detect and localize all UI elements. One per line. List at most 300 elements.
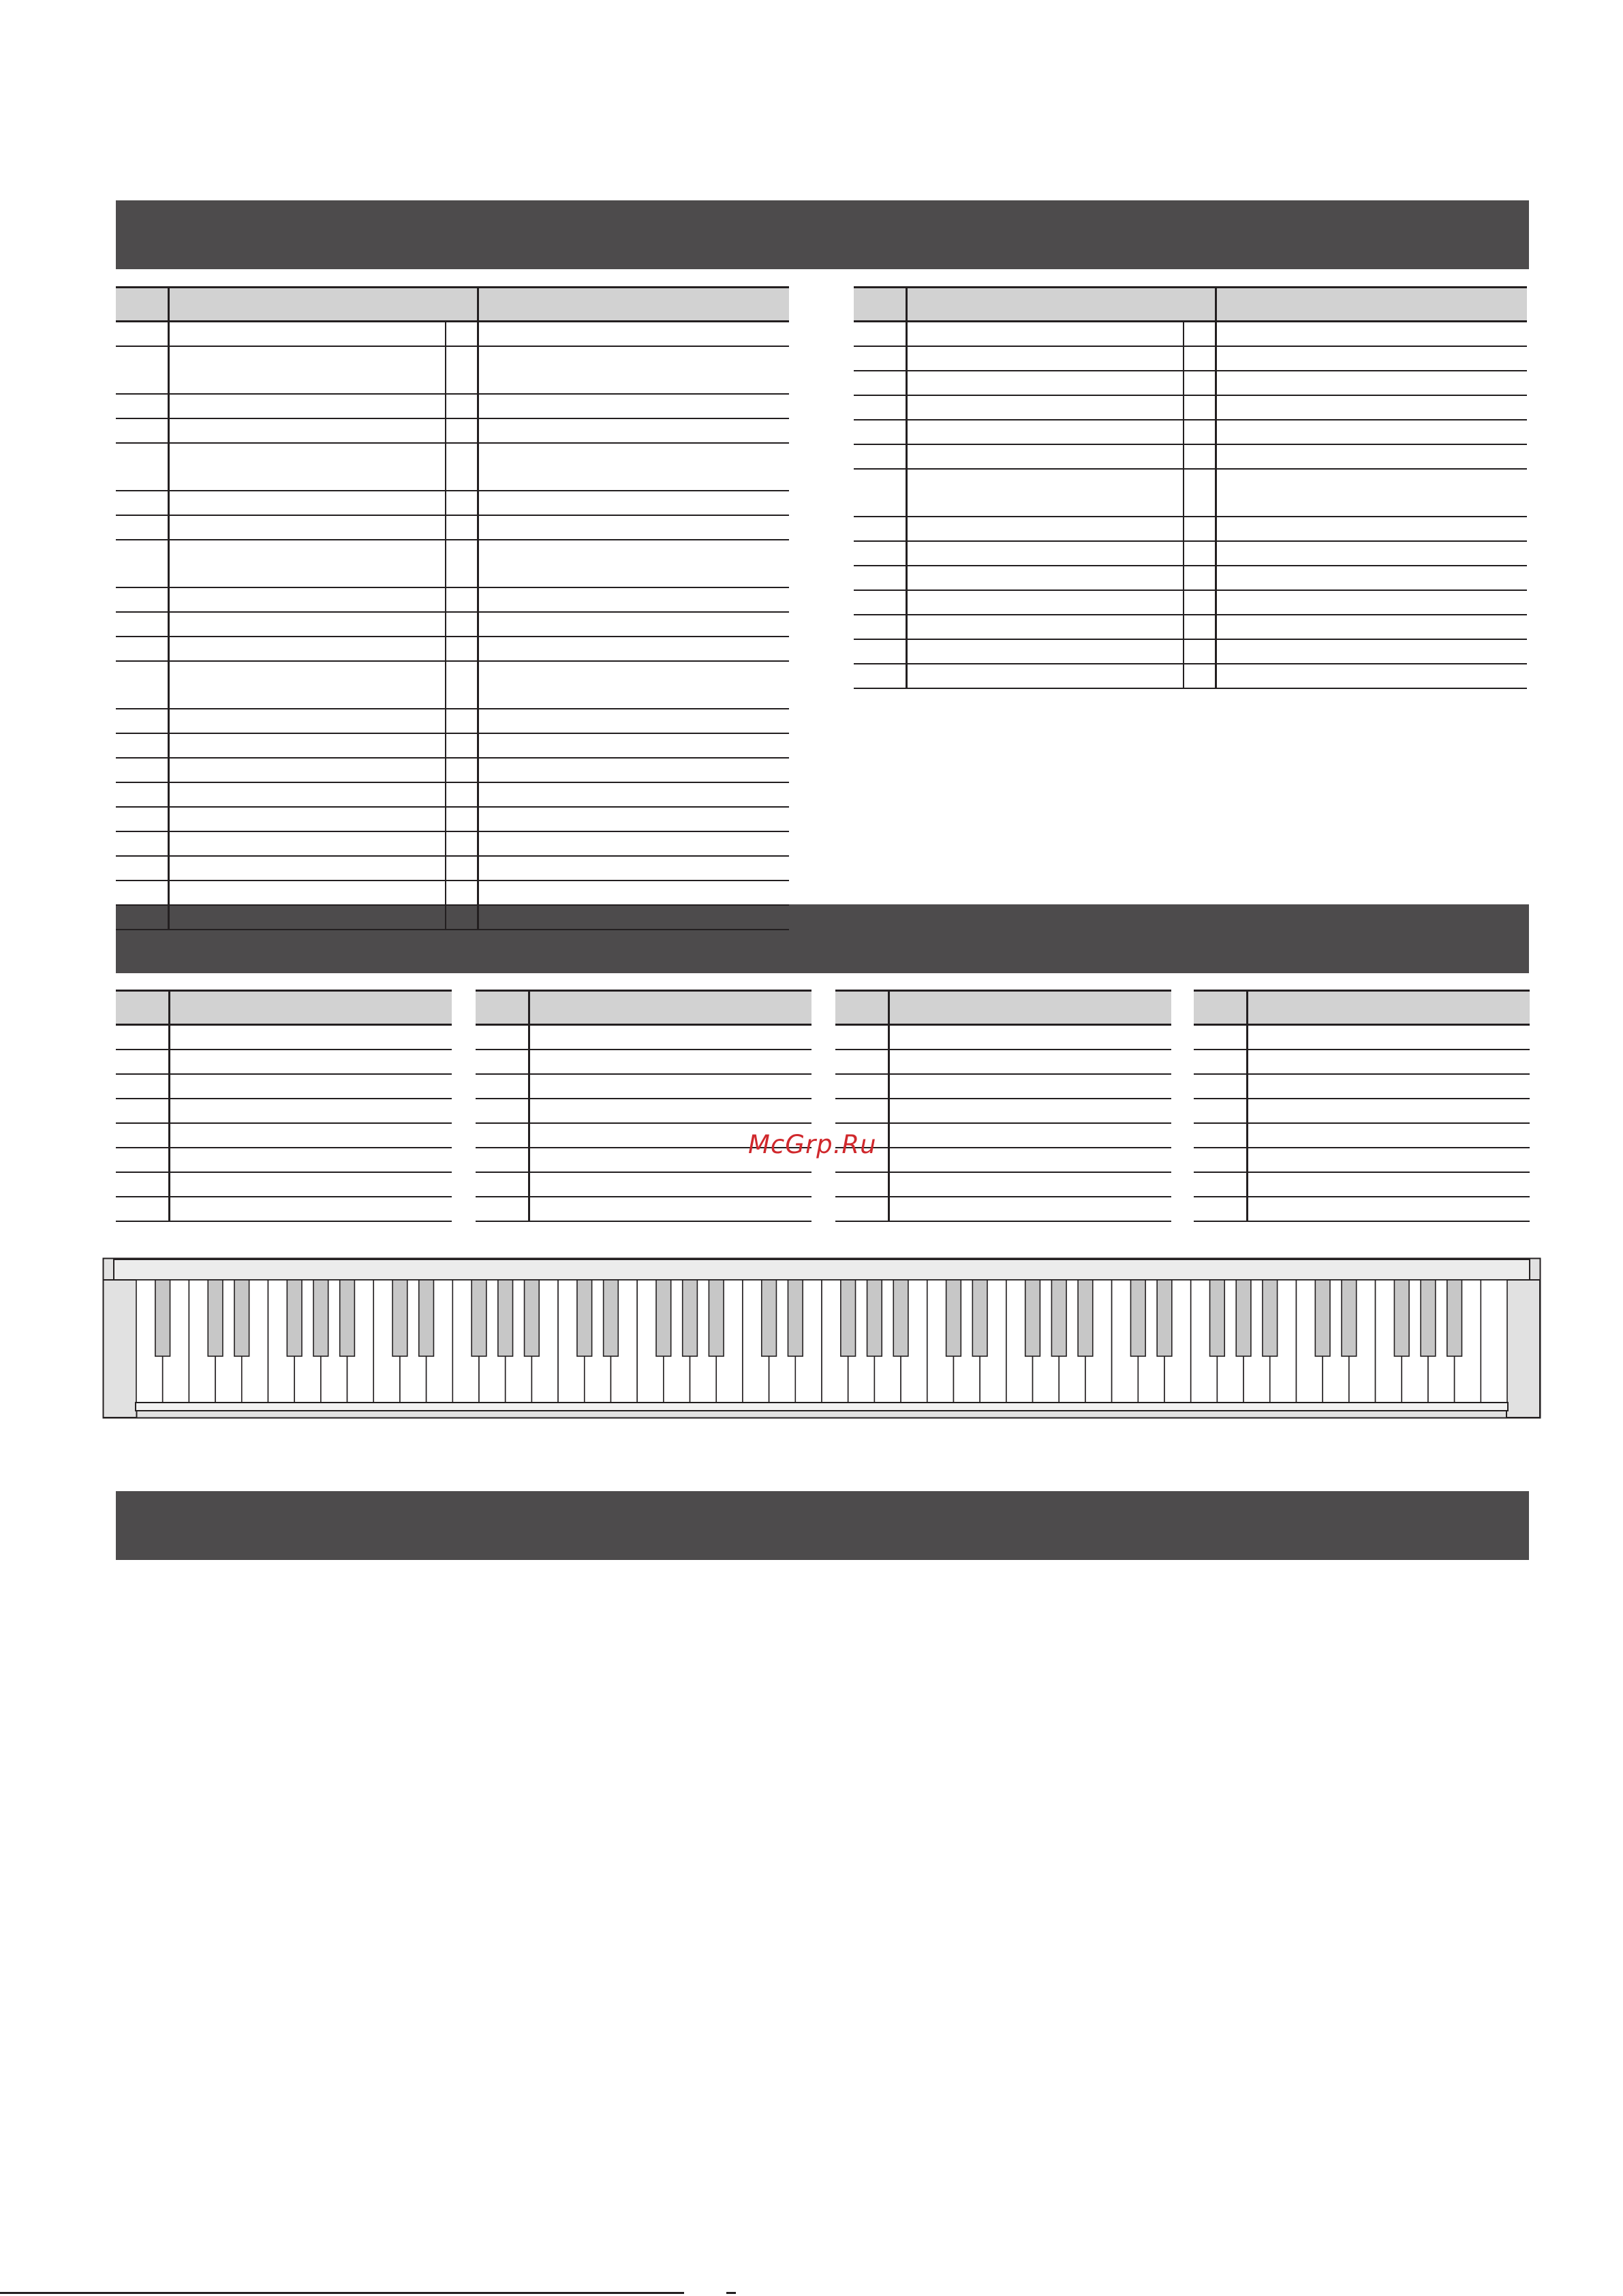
table-row [476,1172,812,1197]
black-key [419,1280,434,1356]
table-cell [906,590,1184,615]
header-cell [854,288,906,322]
table-row [116,1197,452,1221]
table-cell [116,515,168,540]
table-cell [854,541,906,566]
tone-list-table-right [854,286,1527,689]
table-cell [446,587,478,612]
table-row [116,782,789,807]
table-cell [116,491,168,515]
table-cell [529,1099,812,1123]
table-cell [168,733,446,758]
table-cell [906,469,1184,517]
black-key [340,1280,355,1356]
black-key [1394,1280,1409,1356]
black-key [841,1280,856,1356]
table-row [116,587,789,612]
table-cell [1247,1197,1530,1221]
table-cell [446,394,478,418]
table-cell [888,1148,1171,1172]
table-cell [168,394,446,418]
black-key [287,1280,302,1356]
white-key-c [1481,1280,1507,1403]
table-cell [1194,1172,1247,1197]
table-cell [446,733,478,758]
table-cell [478,418,789,443]
section-banner-bottom [116,1491,1529,1560]
black-key [313,1280,328,1356]
table-cell [116,758,168,782]
table-row [116,612,789,637]
table-cell [168,661,446,709]
table-cell [478,733,789,758]
table-cell [446,905,478,930]
table-row [835,1025,1171,1050]
table-cell [446,322,478,347]
table-cell [1247,1074,1530,1099]
table-row [854,420,1527,444]
table-row [476,1099,812,1123]
table-cell [1194,1025,1247,1050]
table-row [1194,1172,1530,1197]
table-row [116,322,789,347]
black-key [946,1280,961,1356]
table-cell [446,881,478,905]
table-row [854,664,1527,688]
black-key [1447,1280,1462,1356]
right-cheek [1506,1280,1540,1418]
table-cell [1247,1099,1530,1123]
header-cell [1216,288,1527,322]
table-row [116,1123,452,1148]
table-cell [1216,590,1527,615]
table-cell [116,1123,169,1148]
table-cell [888,1099,1171,1123]
table-cell [1184,639,1216,664]
table-cell [168,491,446,515]
black-key [1025,1280,1040,1356]
black-key [867,1280,882,1356]
table-cell [169,1099,452,1123]
table-cell [529,1172,812,1197]
left-cheek [104,1280,137,1418]
table-cell [854,664,906,688]
table-cell [478,443,789,491]
table-cell [169,1025,452,1050]
table-cell [1247,1148,1530,1172]
table-cell [168,587,446,612]
black-key [683,1280,698,1356]
table-cell [906,444,1184,469]
table-row [116,1025,452,1050]
table-row [116,758,789,782]
table-row [116,1172,452,1197]
table-cell [476,1025,529,1050]
black-key [472,1280,486,1356]
table-cell [169,1050,452,1074]
table-cell [1216,444,1527,469]
table-cell [1216,346,1527,371]
table-cell [1184,541,1216,566]
table-row [854,639,1527,664]
table-row [116,905,789,930]
black-key [656,1280,671,1356]
table-cell [168,346,446,394]
table-cell [116,346,168,394]
table-cell [116,612,168,637]
table-row [116,418,789,443]
table-cell [1184,664,1216,688]
table-row [854,590,1527,615]
table-cell [906,615,1184,639]
table-cell [478,831,789,856]
table-cell [888,1123,1171,1148]
table-cell [116,1025,169,1050]
table-row [854,469,1527,517]
table-cell [854,590,906,615]
table-cell [888,1197,1171,1221]
table-cell [478,515,789,540]
table-cell [446,661,478,709]
table-cell [116,1172,169,1197]
table-row [116,733,789,758]
table-row [854,444,1527,469]
table-row [1194,1025,1530,1050]
black-key [498,1280,513,1356]
table-cell [835,1074,888,1099]
table-cell [478,540,789,587]
header-cell [529,991,812,1025]
table-cell [446,856,478,881]
table-cell [116,733,168,758]
table-cell [446,807,478,831]
table-cell [478,661,789,709]
table-cell [168,540,446,587]
table-cell [906,322,1184,347]
table-row [835,1197,1171,1221]
header-cell [1194,991,1247,1025]
table-cell [888,1050,1171,1074]
table-cell [854,615,906,639]
header-cell [478,288,789,322]
watermark: McGrp.Ru [748,1130,877,1159]
table-cell [1216,541,1527,566]
black-key [1263,1280,1278,1356]
table-cell [478,881,789,905]
table-cell [478,758,789,782]
table-row [854,322,1527,347]
table-cell [169,1074,452,1099]
table-cell [446,418,478,443]
table-cell [116,1148,169,1172]
table-cell [116,709,168,733]
table-row [1194,1197,1530,1221]
drum-table-3 [835,990,1171,1222]
table-row [476,1025,812,1050]
table-cell [1194,1197,1247,1221]
table-cell [906,541,1184,566]
table-cell [116,443,168,491]
table-cell [168,856,446,881]
table-cell [854,566,906,590]
table-cell [835,1197,888,1221]
table-row [116,637,789,661]
table-row [116,881,789,905]
table-cell [1184,517,1216,541]
header-cell [1247,991,1530,1025]
table-row [116,540,789,587]
table-cell [476,1099,529,1123]
black-key [577,1280,592,1356]
table-cell [446,637,478,661]
table-cell [906,346,1184,371]
table-cell [476,1197,529,1221]
table-cell [1194,1074,1247,1099]
table-cell [169,1172,452,1197]
black-key [155,1280,170,1356]
black-key [208,1280,223,1356]
table-cell [1216,322,1527,347]
table-cell [446,782,478,807]
table-cell [116,1074,169,1099]
table-cell [529,1197,812,1221]
black-key [392,1280,407,1356]
table-row [835,1148,1171,1172]
black-key [1342,1280,1357,1356]
table-cell [906,566,1184,590]
black-key [1421,1280,1436,1356]
table-row [835,1050,1171,1074]
table-row [1194,1148,1530,1172]
table-cell [116,807,168,831]
table-cell [168,807,446,831]
table-cell [1216,395,1527,420]
table-cell [446,491,478,515]
table-cell [854,322,906,347]
table-cell [478,322,789,347]
table-row [854,566,1527,590]
keyboard-top-rail [114,1259,1530,1280]
table-cell [529,1025,812,1050]
table-row [854,615,1527,639]
table-cell [478,587,789,612]
table-cell [446,831,478,856]
black-key [1315,1280,1330,1356]
black-key [1078,1280,1093,1356]
table-cell [116,1050,169,1074]
table-cell [1216,517,1527,541]
table-row [854,517,1527,541]
table-row [116,807,789,831]
table-row [835,1099,1171,1123]
table-cell [168,905,446,930]
table-cell [478,807,789,831]
header-cell [116,991,169,1025]
table-cell [478,394,789,418]
table-cell [169,1148,452,1172]
black-key [234,1280,249,1356]
table-cell [906,664,1184,688]
table-row [1194,1099,1530,1123]
table-cell [854,420,906,444]
table-cell [116,1099,169,1123]
table-cell [1184,590,1216,615]
black-key [788,1280,803,1356]
header-cell [116,288,168,322]
table-cell [446,612,478,637]
table-cell [478,612,789,637]
table-cell [116,831,168,856]
table-cell [476,1050,529,1074]
drum-table-4 [1194,990,1530,1222]
table-row [1194,1050,1530,1074]
table-cell [478,856,789,881]
table-cell [1184,346,1216,371]
table-row [116,1050,452,1074]
table-cell [529,1050,812,1074]
table-cell [1184,322,1216,347]
black-key [709,1280,724,1356]
page-mark [726,2292,736,2294]
table-cell [1184,444,1216,469]
table-cell [906,517,1184,541]
table-cell [1194,1099,1247,1123]
header-cell [169,991,452,1025]
black-key [1236,1280,1251,1356]
header-cell [888,991,1171,1025]
table-cell [116,540,168,587]
table-cell [116,881,168,905]
table-cell [476,1172,529,1197]
table-cell [1184,469,1216,517]
table-cell [1216,639,1527,664]
table-cell [168,515,446,540]
table-cell [1247,1025,1530,1050]
table-cell [529,1074,812,1099]
keyboard-front-rail [136,1403,1508,1411]
table-cell [1184,615,1216,639]
table-cell [116,322,168,347]
table-cell [1216,615,1527,639]
table-cell [854,371,906,395]
table-cell [888,1025,1171,1050]
table-cell [478,905,789,930]
table-cell [888,1172,1171,1197]
table-row [476,1197,812,1221]
table-cell [835,1099,888,1123]
table-row [116,515,789,540]
table-cell [1194,1148,1247,1172]
black-key [1157,1280,1172,1356]
table-cell [1216,371,1527,395]
table-cell [1247,1123,1530,1148]
table-row [854,541,1527,566]
table-row [116,443,789,491]
table-cell [116,637,168,661]
table-cell [478,709,789,733]
table-cell [168,637,446,661]
table-cell [1247,1050,1530,1074]
black-key [1210,1280,1225,1356]
table-cell [446,443,478,491]
table-cell [446,709,478,733]
table-cell [854,444,906,469]
table-cell [116,661,168,709]
header-cell [476,991,529,1025]
table-cell [906,420,1184,444]
drum-table-2 [476,990,812,1222]
table-cell [1194,1050,1247,1074]
table-cell [1216,420,1527,444]
table-cell [1184,371,1216,395]
table-row [116,709,789,733]
table-cell [854,395,906,420]
header-cell [906,288,1216,322]
black-key [893,1280,908,1356]
table-cell [478,782,789,807]
table-cell [476,1123,529,1148]
table-cell [168,612,446,637]
header-cell [168,288,478,322]
table-cell [1184,566,1216,590]
table-cell [835,1025,888,1050]
black-key [1130,1280,1145,1356]
table-cell [1184,420,1216,444]
table-cell [446,346,478,394]
table-row [476,1050,812,1074]
table-cell [835,1050,888,1074]
table-cell [168,758,446,782]
table-cell [168,709,446,733]
table-cell [116,394,168,418]
table-row [116,1148,452,1172]
header-cell [835,991,888,1025]
table-row [116,394,789,418]
table-cell [478,346,789,394]
piano-keyboard [102,1257,1541,1419]
footer-rule [0,2292,684,2294]
table-cell [906,395,1184,420]
section-banner-tone-list [116,200,1529,269]
table-row [116,661,789,709]
table-cell [1216,664,1527,688]
table-cell [168,782,446,807]
table-row [835,1123,1171,1148]
table-cell [1216,469,1527,517]
table-cell [168,322,446,347]
table-cell [1184,395,1216,420]
table-row [835,1074,1171,1099]
table-row [116,1099,452,1123]
table-cell [168,418,446,443]
table-cell [835,1172,888,1197]
table-cell [116,782,168,807]
table-row [1194,1074,1530,1099]
table-cell [854,639,906,664]
table-cell [168,443,446,491]
table-cell [888,1074,1171,1099]
drum-table-1 [116,990,452,1222]
table-cell [116,856,168,881]
table-cell [446,515,478,540]
table-cell [906,371,1184,395]
table-row [854,371,1527,395]
table-cell [116,418,168,443]
table-cell [1194,1123,1247,1148]
table-cell [446,540,478,587]
table-row [116,831,789,856]
table-cell [1216,566,1527,590]
